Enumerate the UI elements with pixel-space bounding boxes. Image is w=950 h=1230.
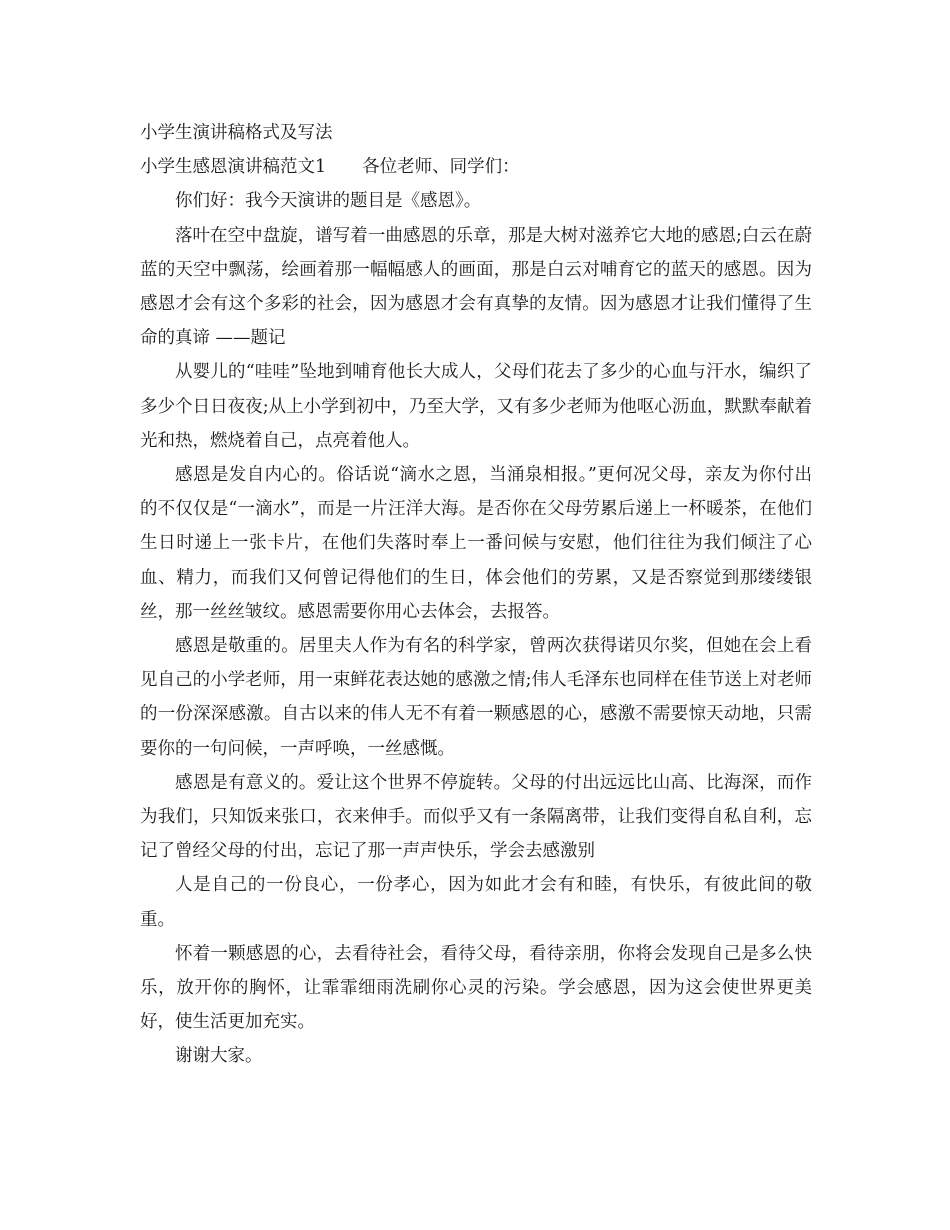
salutation: 各位老师、同学们： bbox=[362, 157, 520, 178]
paragraph-2: 落叶在空中盘旋，谱写着一曲感恩的乐章，那是大树对滋养它大地的感恩;白云在蔚蓝的天空中飘荡，绘画着那一幅幅感人的画面，那是白云对哺育它的蓝天的感恩。因为感恩才会有这个多彩的社会，因为感恩才会有真挚的友情。因为感恩才让我们懂得了生命的真谛 ——题记 bbox=[140, 225, 812, 349]
paragraph-6: 感恩是有意义的。爱让这个世界不停旋转。父母的付出远远比山高、比海深，而作为我们，只知饭来张口，衣来伸手。而似乎又有一条隔离带，让我们变得自私自利，忘记了曾经父母的付出，忘记了那一声声快乐，学会去感激别 bbox=[140, 772, 812, 862]
paragraph-4: 感恩是发自内心的。俗话说“滴水之恩，当涌泉相报。”更何况父母，亲友为你付出的不仅仅是“一滴水”，而是一片汪洋大海。是否你在父母劳累后递上一杯暖茶，在他们生日时递上一张卡片，在他们失落时奉上一番问候与安慰，他们往往为我们倾注了心血、精力，而我们又何曾记得他们的生日，体会他们的劳累，又是否察觉到那缕缕银丝，那一丝丝皱纹。感恩需要你用心去体会，去报答。 bbox=[140, 465, 812, 622]
paragraph-3: 从婴儿的“哇哇”坠地到哺育他长大成人，父母们花去了多少的心血与汗水，编织了多少个日日夜夜;从上小学到初中，乃至大学，又有多少老师为他呕心沥血，默默奉献着光和热，燃烧着自己，点亮着他人。 bbox=[140, 362, 812, 451]
paragraph-7: 人是自己的一份良心，一份孝心，因为如此才会有和睦，有快乐，有彼此间的敬重。 bbox=[140, 875, 812, 930]
document-subtitle: 小学生感恩演讲稿范文1 bbox=[140, 157, 327, 178]
subtitle-line bbox=[140, 150, 812, 184]
document-title: 小学生演讲稿格式及写法 bbox=[140, 123, 333, 143]
paragraph-9: 谢谢大家。 bbox=[175, 1046, 263, 1067]
document-body bbox=[140, 116, 812, 1074]
paragraph-5: 感恩是敬重的。居里夫人作为有名的科学家，曾两次获得诺贝尔奖，但她在会上看见自己的小学老师，用一束鲜花表达她的感激之情;伟人毛泽东也同样在佳节送上对老师的一份深深感激。自古以来的伟人无不有着一颗感恩的心，感激不需要惊天动地，只需要你的一句问候，一声呼唤，一丝感慨。 bbox=[140, 636, 812, 759]
paragraph-8: 怀着一颗感恩的心，去看待社会，看待父母，看待亲朋，你将会发现自己是多么快乐，放开你的胸怀，让霏霏细雨洗刷你心灵的污染。学会感恩，因为这会使世界更美好，使生活更加充实。 bbox=[140, 943, 812, 1033]
paragraph-1: 你们好：我今天演讲的题目是《感恩》。 bbox=[175, 191, 482, 212]
